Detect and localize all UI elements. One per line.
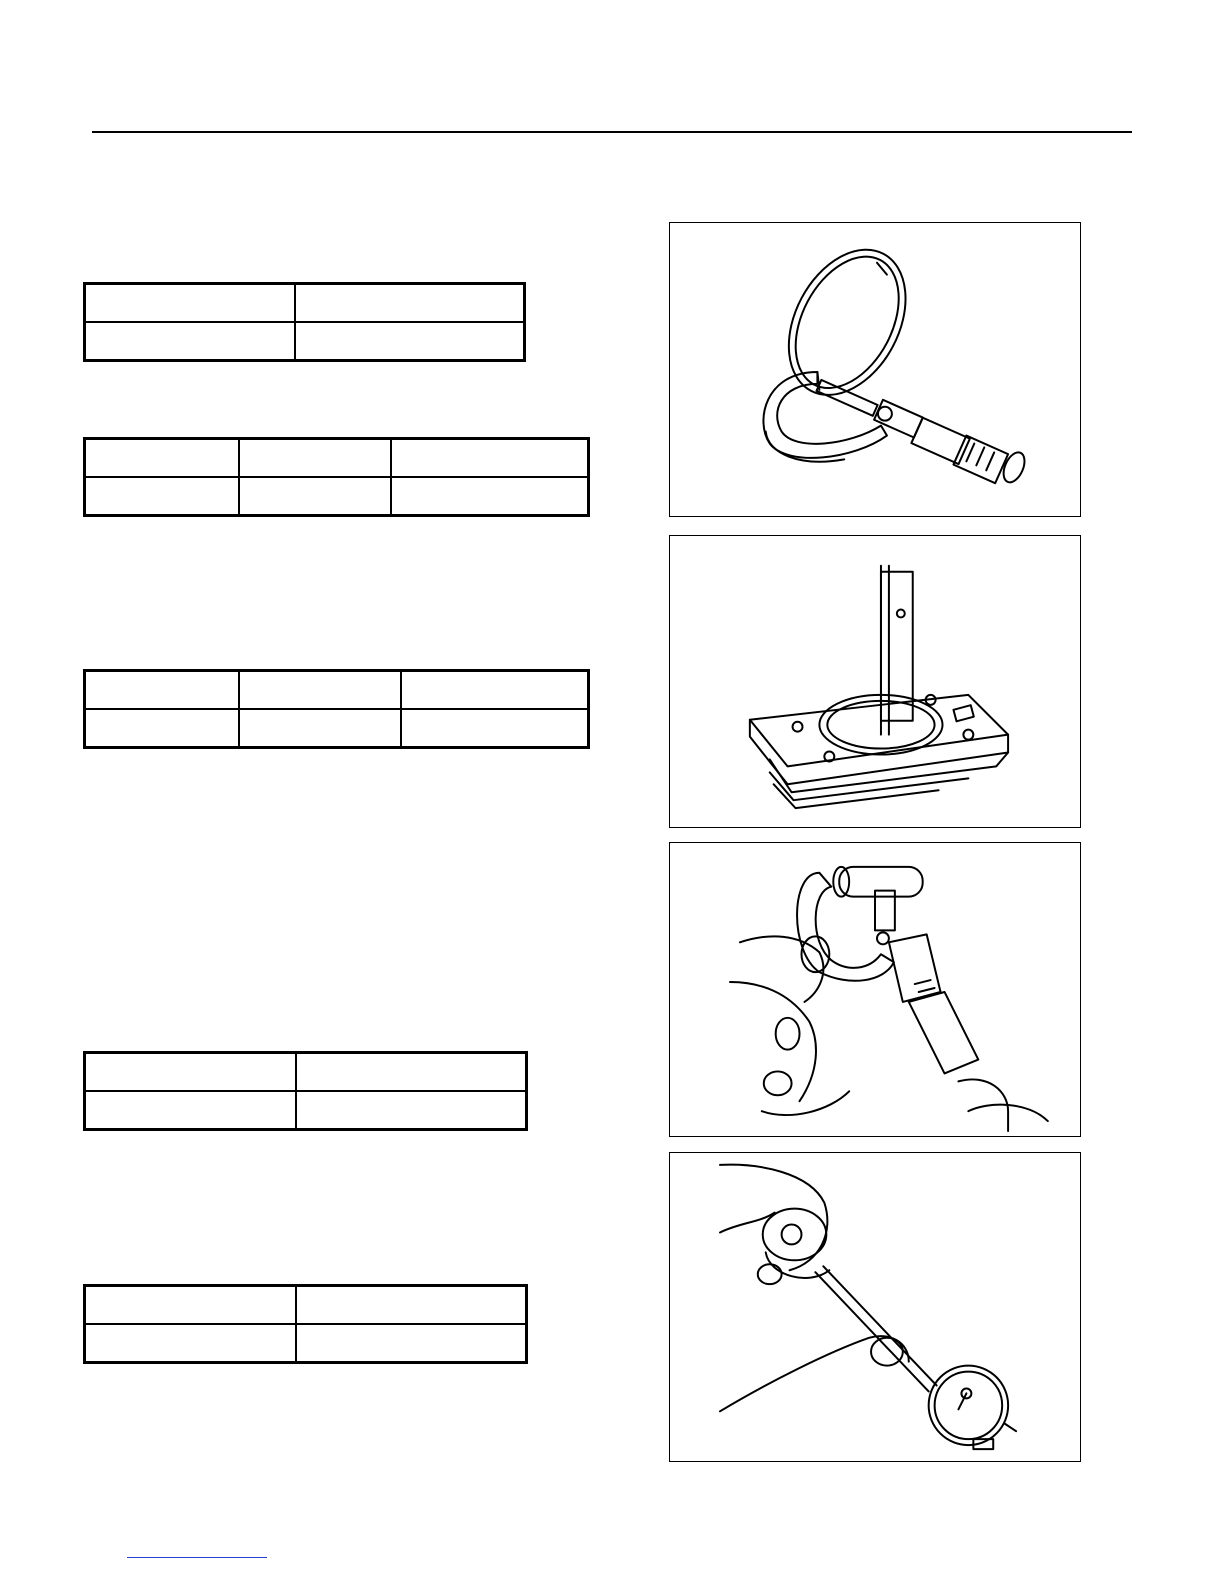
footer-link-underline[interactable] bbox=[127, 1557, 267, 1558]
table-cell bbox=[296, 1324, 527, 1363]
spec-table-3 bbox=[83, 669, 590, 749]
table-row bbox=[85, 1286, 527, 1325]
table-cell bbox=[296, 1286, 527, 1325]
spec-table-4 bbox=[83, 1051, 528, 1131]
table-cell bbox=[85, 1091, 296, 1130]
table-cell bbox=[85, 1053, 296, 1092]
table-row bbox=[85, 284, 525, 323]
micrometer-measuring-piston-pin-icon bbox=[670, 843, 1080, 1136]
table-cell bbox=[85, 477, 239, 516]
table-cell bbox=[391, 477, 589, 516]
figure-piston-pin-micrometer bbox=[669, 842, 1081, 1137]
table-cell bbox=[295, 284, 525, 323]
figure-piston-ring-micrometer bbox=[669, 222, 1081, 517]
table-row bbox=[85, 671, 589, 710]
table-cell bbox=[391, 439, 589, 478]
table-cell bbox=[401, 671, 589, 710]
table-cell bbox=[295, 322, 525, 361]
table-cell bbox=[85, 439, 239, 478]
table-cell bbox=[296, 1091, 527, 1130]
table-row bbox=[85, 1091, 527, 1130]
table-cell bbox=[401, 709, 589, 748]
figure-pin-bore-dial-gauge bbox=[669, 1152, 1081, 1462]
table-cell bbox=[85, 709, 239, 748]
table-row bbox=[85, 477, 589, 516]
table-row bbox=[85, 322, 525, 361]
table-cell bbox=[85, 671, 239, 710]
table-cell bbox=[239, 439, 391, 478]
feeler-gauge-in-cylinder-icon bbox=[670, 536, 1080, 827]
header-rule bbox=[92, 131, 1132, 133]
table-cell bbox=[239, 709, 401, 748]
spec-table-2 bbox=[83, 437, 590, 517]
table-cell bbox=[85, 322, 295, 361]
table-cell bbox=[239, 671, 401, 710]
spec-table-1 bbox=[83, 282, 526, 362]
table-row bbox=[85, 1053, 527, 1092]
figure-ring-end-gap-feeler bbox=[669, 535, 1081, 828]
table-cell bbox=[296, 1053, 527, 1092]
table-cell bbox=[85, 1324, 296, 1363]
spec-table-5 bbox=[83, 1284, 528, 1364]
table-row bbox=[85, 709, 589, 748]
table-cell bbox=[239, 477, 391, 516]
table-row bbox=[85, 1324, 527, 1363]
table-cell bbox=[85, 1286, 296, 1325]
table-cell bbox=[85, 284, 295, 323]
micrometer-measuring-piston-ring-icon bbox=[670, 223, 1080, 516]
dial-bore-gauge-icon bbox=[670, 1153, 1080, 1461]
table-row bbox=[85, 439, 589, 478]
